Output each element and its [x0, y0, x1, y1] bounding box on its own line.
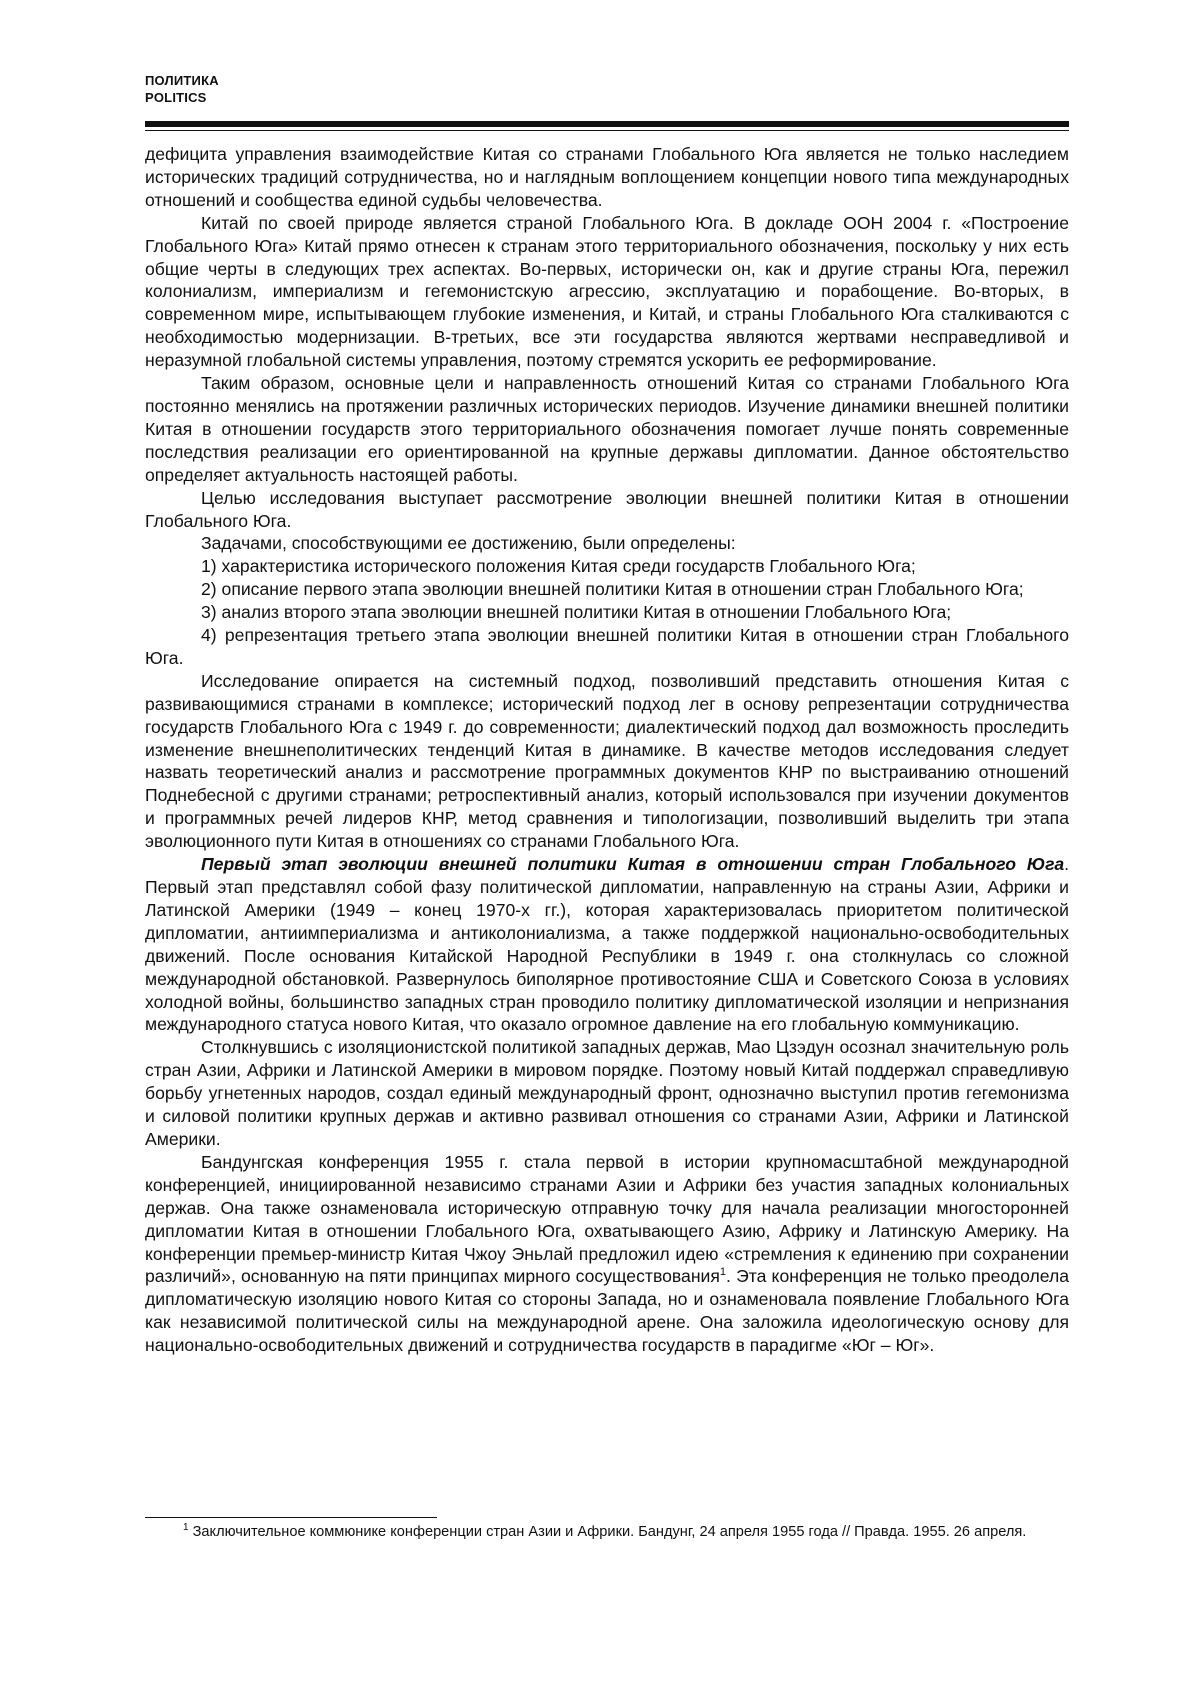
footnote-separator — [145, 1517, 437, 1518]
list-item: 4) репрезентация третьего этапа эволюции внешней политики Китая в отношении стран Глобального Юга. — [145, 625, 1069, 668]
paragraph: Столкнувшись с изоляционистской политикой западных держав, Мао Цзэдун осознал значительную роль стран Азии, Африки и Латинской Америки в мировом порядке. Поэтому новый Китай поддержал справедливую борьбу угнетенных народов, создал единый международный фронт, однозначно выступил против гегемонизма и силовой политики крупных держав и активно развивал отношения со странами Азии, Африки и Латинской Америки. — [145, 1037, 1069, 1149]
paragraph: дефицита управления взаимодействие Китая со странами Глобального Юга является не только наследием исторических традиций сотрудничества, но и наглядным воплощением концепции нового типа международных отношений и сообщества единой судьбы человечества. — [145, 144, 1069, 210]
paragraph: Таким образом, основные цели и направленность отношений Китая со странами Глобального Юга постоянно менялись на протяжении различных исторических периодов. Изучение динамики внешней политики Китая в отношении государств этого территориального обозначения помогает лучше понять современные последствия реализации его ориентированной на крупные державы дипломатии. Данное обстоятельство определяет актуальность настоящей работы. — [145, 373, 1069, 485]
footnote — [145, 1522, 1069, 1542]
header-rule-thin — [145, 130, 1069, 131]
paragraph: Целью исследования выступает рассмотрение эволюции внешней политики Китая в отношении Глобального Юга. — [145, 487, 1069, 531]
article-body — [145, 143, 1069, 1357]
footnote-ref[interactable]: 1 — [719, 1266, 727, 1279]
footnote-text: Заключительное коммюнике конференции стран Азии и Африки. Бандунг, 24 апреля 1955 года // Правда. 1955. 26 апреля. — [188, 1524, 1027, 1540]
list-item: 3) анализ второго этапа эволюции внешней политики Китая в отношении Глобального Юга; — [201, 602, 952, 623]
header-rule-thick — [145, 121, 1069, 127]
paragraph: Китай по своей природе является страной Глобального Юга. В докладе ООН 2004 г. «Построение Глобального Юга» Китай прямо отнесен к странам этого территориального обозначения, поскольку у них есть общие черты в следующих трех аспектах. Во-первых, исторически он, как и другие страны Юга, пережил колониализм, империализм и гегемонистскую агрессию, эксплуатацию и порабощение. Во-вторых, в современном мире, испытывающем глубокие изменения, и Китай, и страны Глобального Юга сталкиваются с необходимостью модернизации. В-третьих, все эти государства являются жертвами несправедливой и неразумной глобальной системы управления, поэтому стремятся ускорить ее реформирование. — [145, 212, 1069, 371]
paragraph — [145, 1151, 1069, 1357]
section-title-en: POLITICS — [145, 90, 207, 105]
section-paragraph — [145, 853, 1069, 1036]
paragraph: Исследование опирается на системный подход, позволивший представить отношения Китая с развивающимися странами в комплексе; исторический подход лег в основу репрезентации сотрудничества государств Глобального Юга с 1949 г. до современности; диалектический подход дал возможность проследить изменение внешнеполитических тенденций Китая в динамике. В качестве методов исследования следует назвать теоретический анализ и рассмотрение программных документов КНР по выстраиванию отношений Поднебесной с другими странами; ретроспективный анализ, который использовался при изучении документов и программных речей лидеров КНР, метод сравнения и типологизации, позволивший выделить три этапа эволюционного пути Китая в отношениях со странами Глобального Юга. — [145, 670, 1069, 852]
section-heading: Первый этап эволюции внешней политики Китая в отношении стран Глобального Юга — [201, 854, 1065, 875]
section-title-ru: ПОЛИТИКА — [145, 73, 219, 88]
list-item: 2) описание первого этапа эволюции внешней политики Китая в отношении стран Глобального Юга; — [201, 579, 1024, 600]
section-paragraph-text: . Первый этап представлял собой фазу политической дипломатии, направленную на страны Азии, Африки и Латинской Америки (1949 – конец 1970-х гг.), которая характеризовалась приоритетом политической дипломатии, антиимпериализма и антиколониализма, а также поддержкой национально-освободительных движений. После основания Китайской Народной Республики в 1949 г. она столкнулась со сложной международной обстановкой. Развернулось биполярное противостояние США и Советского Союза в условиях холодной войны, большинство западных стран проводило политику дипломатической изоляции и непризнания международного статуса нового Китая, что оказало огромное давление на его глобальную коммуникацию. — [145, 854, 1069, 1035]
list-item: 1) характеристика исторического положения Китая среди государств Глобального Юга; — [201, 556, 916, 577]
paragraph-text: . Эта конференция не только преодолела дипломатическую изоляцию нового Китая со стороны Запада, но и ознаменовала появление Глобального Юга как независимой политической силы на международной арене. Она заложила идеологическую основу для национально-освободительных движений и сотрудничества государств в парадигме «Юг – Юг». — [145, 1266, 1069, 1356]
footnote-number: 1 — [183, 1522, 189, 1534]
running-header — [145, 72, 219, 106]
paragraph-text: Бандунгская конференция 1955 г. стала первой в истории крупномасштабной международной конференцией, инициированной независимо странами Азии и Африки без участия западных колониальных держав. Она также ознаменовала историческую отправную точку для начала реализации многосторонней дипломатии Китая в отношении Глобального Юга, охватывающего Азию, Африку и Латинскую Америку. На конференции премьер-министр Китая Чжоу Эньлай предложил идею «стремления к единению при сохранении различий», основанную на пяти принципах мирного сосуществования — [145, 1151, 1069, 1287]
paragraph: Задачами, способствующими ее достижению, были определены: — [201, 533, 736, 554]
